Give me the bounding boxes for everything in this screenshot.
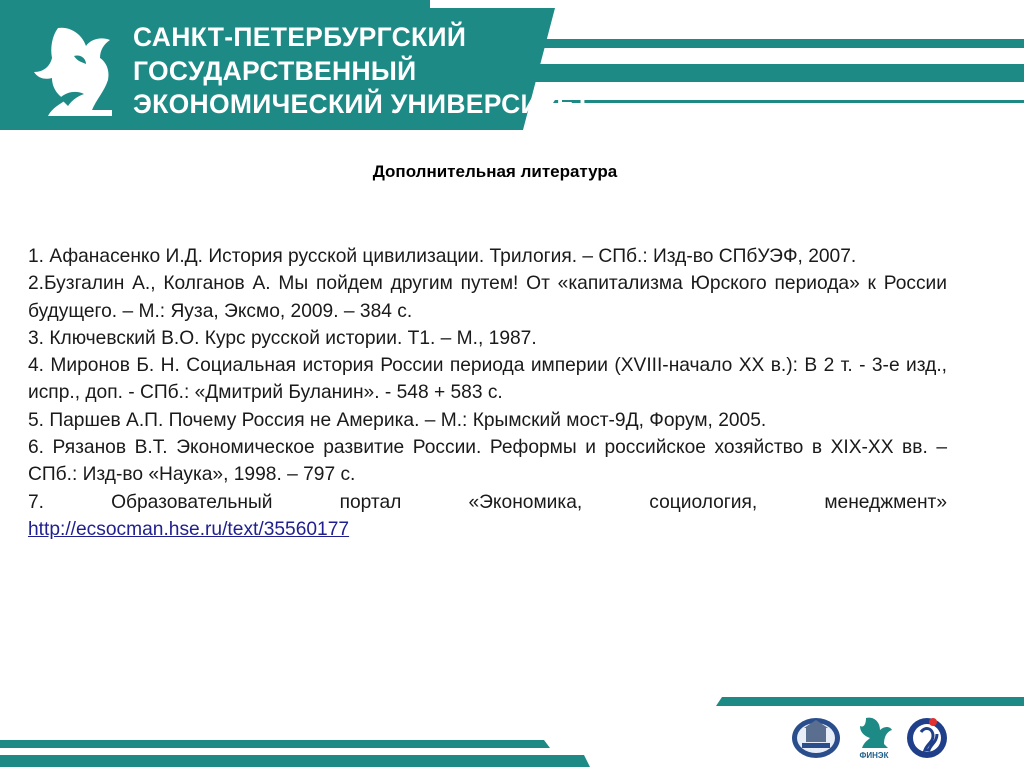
reference-item: 6. Рязанов В.Т. Экономическое развитие России. Реформы и российское хозяйство в XIX-XX вв. – СПб.: Изд-во «Наука», 1998. – 797 с.: [28, 437, 947, 486]
reference-link[interactable]: http://ecsocman.hse.ru/text/35560177: [28, 518, 350, 540]
university-name-line-1: САНКТ-ПЕТЕРБУРГСКИЙ: [133, 22, 467, 52]
reference-link-row: [28, 516, 947, 543]
finek-logo: [852, 712, 896, 760]
reference-item: 1. Афанасенко И.Д. История русской цивилизации. Трилогия. – СПб.: Изд-во СПбУЭФ, 2007.: [28, 246, 857, 267]
header-banner: [0, 0, 1024, 140]
page-title: Дополнительная литература: [372, 162, 618, 181]
reference-item: 2.Бузгалин А., Колганов А. Мы пойдем другим путем! От «капитализма Юрского периода» к России будущего. – М.: Яуза, Эксмо, 2009. – 384 с.: [28, 273, 947, 322]
reference-item: 4. Миронов Б. Н. Социальная история России периода империи (XVIII-начало XX в.): В 2 т. - 3-е изд., испр., доп. - СПб.: «Дмитрий Буланин». - 548 + 583 с.: [28, 355, 947, 404]
university-name-line-3: ЭКОНОМИЧЕСКИЙ УНИВЕРСИТЕТ: [133, 89, 591, 119]
reference-item: 3. Ключевский В.О. Курс русской истории. Т1. – М., 1987.: [28, 327, 537, 349]
reference-item: 7. Образовательный портал «Экономика, социология, менеджмент»: [28, 491, 947, 513]
reference-list: [28, 243, 947, 543]
round-emblem-logo: [903, 712, 951, 760]
nesk-logo: [790, 712, 842, 760]
reference-item: 5. Паршев А.П. Почему Россия не Америка. – М.: Крымский мост-9Д, Форум, 2005.: [28, 409, 767, 431]
finek-caption: ФИНЭК: [859, 751, 889, 760]
university-name-line-2: ГОСУДАРСТВЕННЫЙ: [133, 56, 417, 86]
